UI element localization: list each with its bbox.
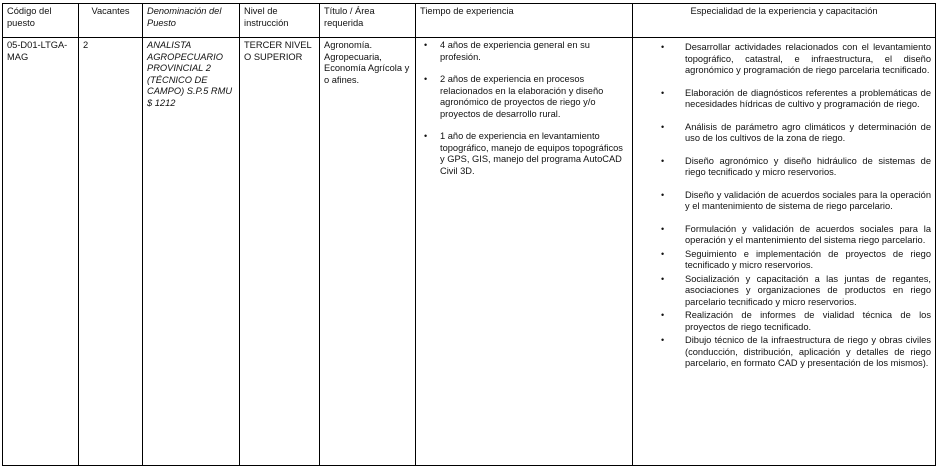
- cell-title: Agronomía. Agropecuaria, Economía Agrícola y o afines.: [320, 38, 416, 466]
- specialty-item: • Diseño agronómico y diseño hidráulico de sistemas de riego tecnificado y micro reservorios.: [685, 156, 931, 179]
- header-specialty: Especialidad de la experiencia y capacitación: [633, 4, 936, 38]
- cell-experience: [416, 38, 633, 466]
- cell-vacancies: 2: [79, 38, 143, 466]
- experience-item: • 4 años de experiencia general en su profesión.: [420, 40, 628, 63]
- header-title: Título / Área requerida: [320, 4, 416, 38]
- cell-education: TERCER NIVEL O SUPERIOR: [240, 38, 320, 466]
- specialty-item: • Realización de informes de vialidad técnica de los proyectos de riego tecnificado.: [685, 310, 931, 333]
- header-row: [3, 4, 936, 38]
- job-requirements-table: [2, 3, 936, 466]
- specialty-item: • Formulación y validación de acuerdos sociales para la operación y el mantenimiento del sistema riego parcelario.: [685, 224, 931, 247]
- experience-item: • 1 año de experiencia en levantamiento topográfico, manejo de equipos topográficos y GPS, GIS, manejo del programa AutoCAD Civil 3D.: [420, 131, 628, 177]
- experience-item: • 2 años de experiencia en procesos relacionados en la elaboración y diseño agronómico de proyectos de riego y/o proyectos de desarrollo rural.: [420, 74, 628, 120]
- header-education: Nivel de instrucción: [240, 4, 320, 38]
- header-denomination: Denominación del Puesto: [143, 4, 240, 38]
- specialty-list: [637, 40, 931, 370]
- header-experience: Tiempo de experiencia: [416, 4, 633, 38]
- cell-code: 05-D01-LTGA-MAG: [3, 38, 79, 466]
- cell-specialty: [633, 38, 936, 466]
- specialty-item: • Seguimiento e implementación de proyectos de riego tecnificado y micro reservorios.: [685, 249, 931, 272]
- experience-list: [420, 40, 628, 177]
- header-vacancies: Vacantes: [79, 4, 143, 38]
- specialty-item: • Elaboración de diagnósticos referentes a problemáticas de necesidades hídricas de cultivo y programación de riego.: [685, 88, 931, 111]
- specialty-item: • Dibujo técnico de la infraestructura de riego y obras civiles (conducción, distribución, aplicación y detalles de riego parcelario, en formato CAD y presentación de los mismos).: [685, 335, 931, 370]
- specialty-item: • Diseño y validación de acuerdos sociales para la operación y el mantenimiento de sistema de riego parcelario.: [685, 190, 931, 213]
- header-code: Código del puesto: [3, 4, 79, 38]
- specialty-item: • Socialización y capacitación a las juntas de regantes, asociaciones y organizaciones de productos en riego parcelario tecnificado y micro reservorios.: [685, 274, 931, 309]
- table-row: [3, 38, 936, 466]
- specialty-item: • Análisis de parámetro agro climáticos y determinación de uso de los cultivos de la zona de riego.: [685, 122, 931, 145]
- specialty-item: • Desarrollar actividades relacionados con el levantamiento topográfico, catastral, e infraestructura, el diseño agronómico y programación de riego parcelaria tecnificado.: [685, 42, 931, 77]
- cell-denomination: ANALISTA AGROPECUARIO PROVINCIAL 2 (TÉCNICO DE CAMPO) S.P.5 RMU $ 1212: [143, 38, 240, 466]
